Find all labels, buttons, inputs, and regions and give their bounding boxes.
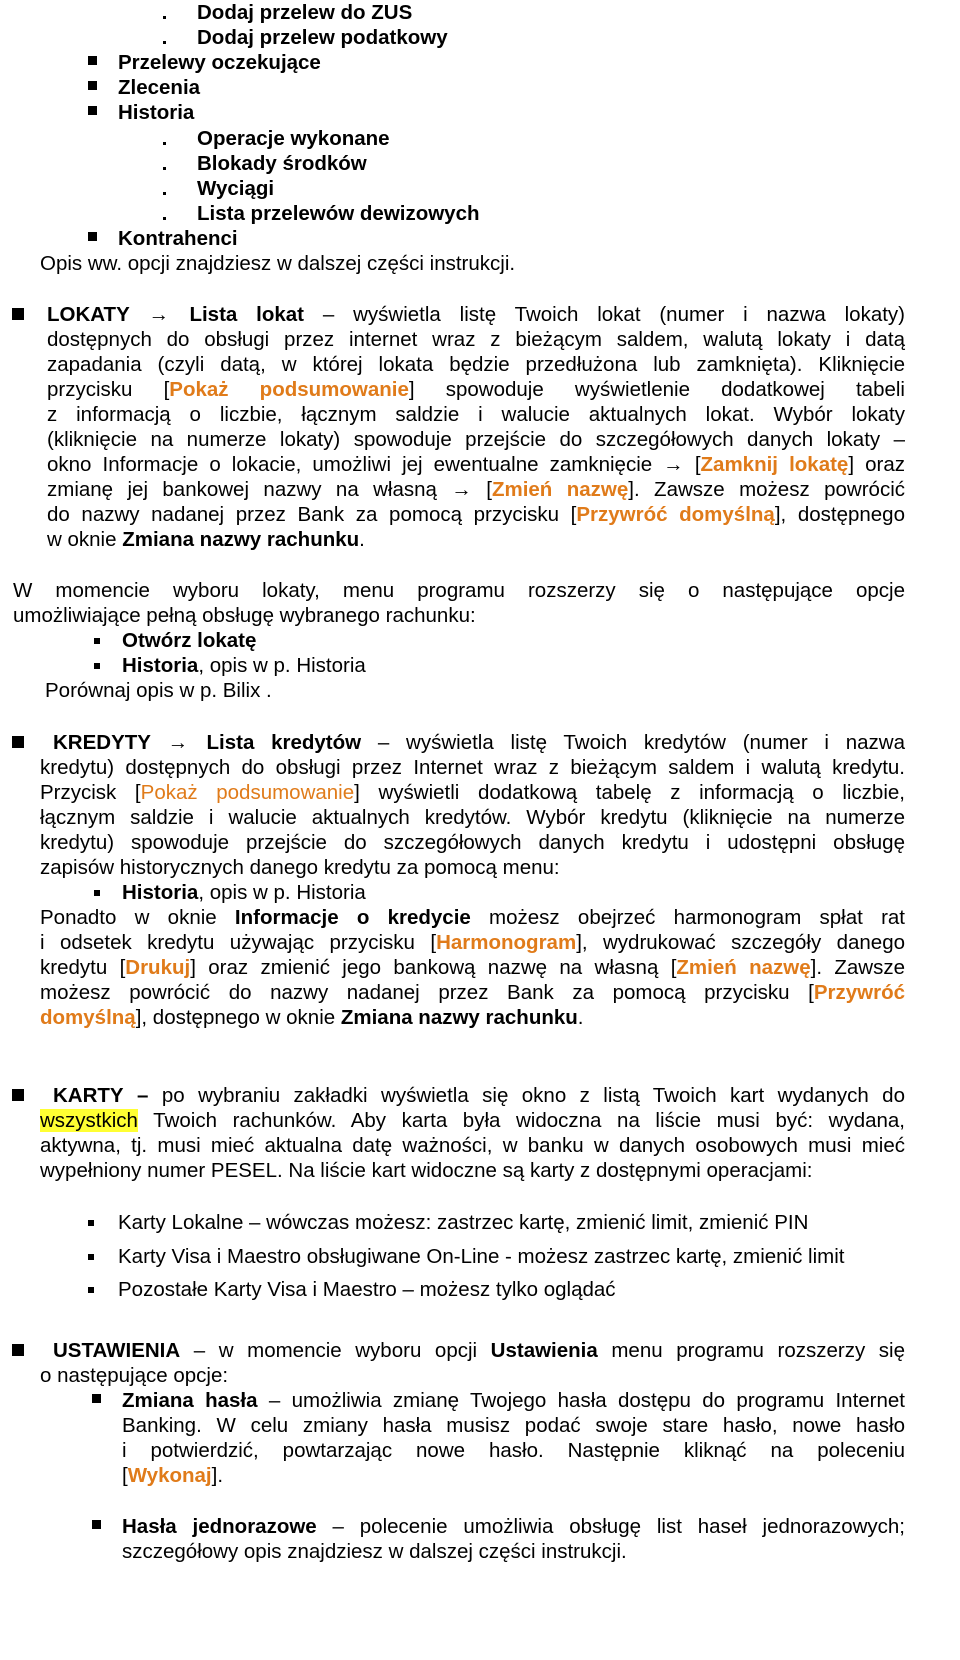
zmiana-hasla-line-4: [Wykonaj]. <box>122 1464 224 1487</box>
section-bullet <box>12 736 24 748</box>
kredyty-line-5: kredytu) spowoduje przejście do szczegółowych danych kredytu i udostępni obsługę <box>40 831 905 854</box>
lokaty-menu-line-2: umożliwiające pełną obsługę wybranego rachunku: <box>13 604 476 627</box>
zmiana-hasla-line-3: i potwierdzić, powtarzając nowe hasło. Następnie kliknąć na poleceniu <box>122 1439 905 1462</box>
highlighted-text: wszystkich <box>40 1109 138 1132</box>
section-title: KREDYTY <box>53 731 151 754</box>
lokaty-line-9: do nazwy nadanej przez Bank za pomocą przycisku [Przywróć domyślną], dostępnego <box>47 503 905 526</box>
list-item: Karty Lokalne – wówczas możesz: zastrzec kartę, zmienić limit, zmienić PIN <box>118 1211 809 1234</box>
bullet-square <box>88 106 97 115</box>
hasla-jednorazowe-line-1: Hasła jednorazowe – polecenie umożliwia obsługę list haseł jednorazowych; <box>122 1515 905 1538</box>
arrow-right-icon: → <box>148 303 170 326</box>
karty-line-3: aktywna, tj. musi mieć aktualna datę ważności, w banku w danych osobowych musi mieć <box>40 1134 905 1157</box>
karty-line-4: wypełniony numer PESEL. Na liście kart widoczne są karty z dostępnymi operacjami: <box>40 1159 813 1182</box>
bullet-square <box>94 663 100 669</box>
bullet-square <box>88 1287 94 1293</box>
section-bullet <box>12 1344 24 1356</box>
kredyty-line-11: domyślną], dostępnego w oknie Zmiana nazwy rachunku. <box>40 1006 584 1029</box>
bullet-dot <box>163 217 166 220</box>
lokaty-line-3: zapadania (czyli datą, w której lokata będzie przedłużona lub zamknięta). Kliknięcie <box>47 353 905 376</box>
bullet-square <box>92 1394 101 1403</box>
list-item: Przelewy oczekujące <box>118 51 321 74</box>
section-title: KARTY <box>53 1084 124 1107</box>
bullet-square <box>94 638 100 644</box>
hasla-jednorazowe-line-2: szczegółowy opis znajdziesz w dalszej części instrukcji. <box>122 1540 627 1563</box>
bullet-dot <box>163 167 166 170</box>
lokaty-line-5: z informacją o liczbie, łącznym saldzie i walucie aktualnych lokat. Wybór lokaty <box>47 403 905 426</box>
list-item: Zlecenia <box>118 76 201 99</box>
list-item: Historia <box>118 101 195 124</box>
bullet-dot <box>163 16 166 19</box>
bullet-square <box>88 56 97 65</box>
zamknij-lokate-button[interactable]: Zamknij lokatę <box>700 453 849 476</box>
menu-item-historia: Historia, opis w p. Historia <box>122 881 366 904</box>
note-text: Porównaj opis w p. Bilix . <box>45 679 272 702</box>
bullet-dot <box>163 142 166 145</box>
list-item: Dodaj przelew podatkowy <box>197 26 448 49</box>
list-item: Blokady środków <box>197 152 367 175</box>
harmonogram-button[interactable]: Harmonogram <box>436 931 577 954</box>
zmien-nazwe-button[interactable]: Zmień nazwę <box>676 956 811 979</box>
lokaty-line-1: LOKATY → Lista lokat – wyświetla listę Twoich lokat (numer i nazwa lokaty) <box>47 303 906 326</box>
kredyty-line-6: zapisów historycznych danego kredytu za pomocą menu: <box>40 856 560 879</box>
przywroc-domyslna-button[interactable]: Przywróć domyślną <box>576 503 775 526</box>
lokaty-line-6: (kliknięcie na numerze lokaty) spowoduje przejście do szczegółowych danych lokaty – <box>47 428 905 451</box>
drukuj-button[interactable]: Drukuj <box>125 956 191 979</box>
list-item: Pozostałe Karty Visa i Maestro – możesz tylko oglądać <box>118 1278 616 1301</box>
ustawienia-line-2: o następujące opcje: <box>40 1364 229 1387</box>
kredyty-line-3: Przycisk [Pokaż podsumowanie] wyświetli dodatkową tabelę z informacją o liczbie, <box>40 781 905 804</box>
wykonaj-button[interactable]: Wykonaj <box>127 1464 212 1487</box>
section-bullet <box>12 1089 24 1101</box>
karty-line-2: wszystkich Twoich rachunków. Aby karta była widoczna na liście musi być: wydana, <box>40 1109 905 1132</box>
list-item: Karty Visa i Maestro obsługiwane On-Line - możesz zastrzec kartę, zmienić limit <box>118 1245 845 1268</box>
list-item: Dodaj przelew do ZUS <box>197 1 413 24</box>
section-bullet <box>12 308 24 320</box>
karty-line-1: KARTY – po wybraniu zakładki wyświetla się okno z listą Twoich kart wydanych do <box>53 1084 905 1107</box>
kredyty-line-4: łącznym saldzie i walucie aktualnych kredytów. Wybór kredytu (kliknięcie na numerze <box>40 806 905 829</box>
lokaty-line-7: okno Informacje o lokacie, umożliwi jej ewentualne zamknięcie → [Zamknij lokatę] oraz <box>47 453 905 476</box>
section-title: LOKATY <box>47 303 130 326</box>
lokaty-line-2: dostępnych do obsługi przez internet wraz z bieżącym saldem, walutą lokaty i datą <box>47 328 905 351</box>
list-item: Operacje wykonane <box>197 127 390 150</box>
bullet-dot <box>163 41 166 44</box>
list-item: Wyciągi <box>197 177 275 200</box>
zmien-nazwe-button[interactable]: Zmień nazwę <box>491 478 629 501</box>
bullet-dot <box>163 192 166 195</box>
kredyty-line-8: i odsetek kredytu używając przycisku [Harmonogram], wydrukować szczegóły danego <box>40 931 906 954</box>
section-title: USTAWIENIA <box>53 1339 181 1362</box>
bullet-square <box>88 1220 94 1226</box>
lokaty-line-8: zmianę jej bankowej nazwy na własną → [Zmień nazwę]. Zawsze możesz powrócić <box>47 478 905 501</box>
menu-item-historia: Historia, opis w p. Historia <box>122 654 366 677</box>
list-item: Lista przelewów dewizowych <box>197 202 480 225</box>
bullet-square <box>94 890 100 896</box>
przywroc-button[interactable]: Przywróć <box>813 981 905 1004</box>
zmiana-hasla-line-2: Banking. W celu zmiany hasła musisz podać swoje stare hasło, nowe hasło <box>122 1414 905 1437</box>
kredyty-line-2: kredytu) dostępnych do obsługi przez Internet wraz z bieżącym saldem i walutą kredytu. <box>40 756 905 779</box>
ustawienia-line-1: USTAWIENIA – w momencie wyboru opcji Ustawienia menu programu rozszerzy się <box>53 1339 905 1362</box>
kredyty-line-1: KREDYTY → Lista kredytów – wyświetla listę Twoich kredytów (numer i nazwa <box>53 731 905 754</box>
kredyty-line-7: Ponadto w oknie Informacje o kredycie możesz obejrzeć harmonogram spłat rat <box>40 906 905 929</box>
lokaty-line-10: w oknie Zmiana nazwy rachunku. <box>47 528 365 551</box>
bullet-square <box>88 1254 94 1260</box>
lokaty-line-4: przycisku [Pokaż podsumowanie] spowoduje wyświetlenie dodatkowej tabeli <box>47 378 905 401</box>
bullet-square <box>92 1520 101 1529</box>
bullet-square <box>88 232 97 241</box>
list-item: Kontrahenci <box>118 227 238 250</box>
kredyty-line-9: kredytu [Drukuj] oraz zmienić jego bankową nazwę na własną [Zmień nazwę]. Zawsze <box>40 956 905 979</box>
pokaz-podsumowanie-button[interactable]: Pokaż podsumowanie <box>169 378 409 401</box>
menu-item-otworz-lokate: Otwórz lokatę <box>122 629 257 652</box>
lokaty-menu-line-1: W momencie wyboru lokaty, menu programu rozszerzy się o następujące opcje <box>13 579 905 602</box>
pokaz-podsumowanie-button[interactable]: Pokaż podsumowanie <box>140 781 355 804</box>
note-text: Opis ww. opcji znajdziesz w dalszej części instrukcji. <box>40 252 516 275</box>
bullet-square <box>88 81 97 90</box>
domyslna-button[interactable]: domyślną <box>40 1006 136 1029</box>
zmiana-hasla-line-1: Zmiana hasła – umożliwia zmianę Twojego hasła dostępu do programu Internet <box>122 1389 905 1412</box>
arrow-right-icon: → <box>167 731 189 754</box>
kredyty-line-10: możesz powrócić do nazwy nadanej przez Bank za pomocą przycisku [Przywróć <box>40 981 905 1004</box>
